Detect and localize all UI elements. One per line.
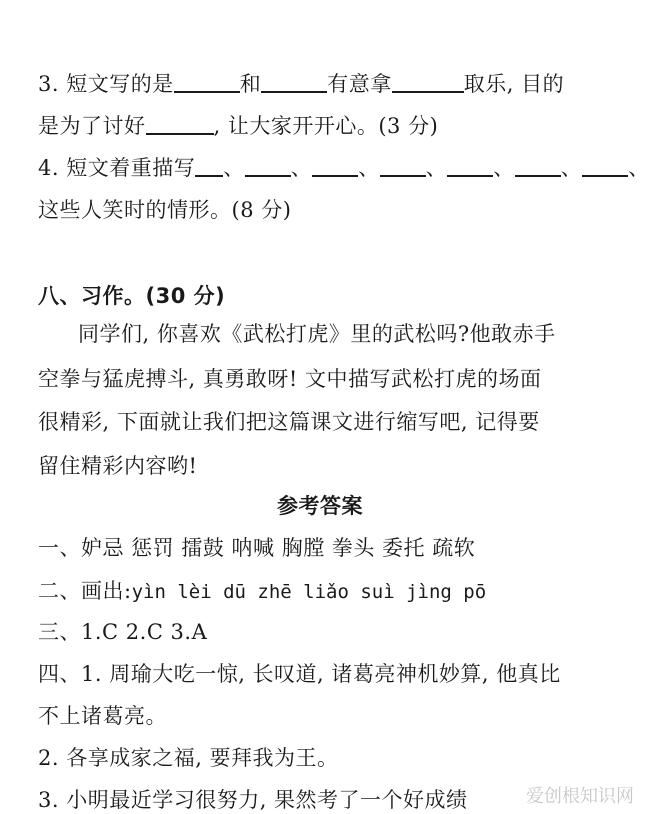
answer-blank: [146, 113, 214, 135]
q3-text-3: 有意拿: [327, 72, 392, 96]
answer-2-pinyin: yìn lèi dū zhē liǎo suì jìng pō: [131, 581, 487, 603]
answer-blank: [447, 155, 493, 177]
answer-blank: [515, 155, 561, 177]
question-3-line-2: [38, 112, 438, 140]
q4-sep: 、: [493, 156, 515, 180]
q3-text-6: , 让大家开开心。(3 分): [213, 114, 439, 138]
question-3-line-1: [38, 70, 564, 98]
question-4-line-2: 这些人笑时的情形。(8 分): [38, 198, 292, 222]
answer-blank: [380, 155, 426, 177]
q4-sep: 、: [223, 156, 245, 180]
answer-3: 三、1.C 2.C 3.A: [38, 620, 208, 644]
q3-text-2: 和: [239, 72, 262, 96]
answer-2: [38, 577, 486, 606]
answer-4-3: 3. 小明最近学习很努力, 果然考了一个好成绩: [38, 788, 468, 812]
q4-sep: 、: [425, 156, 448, 180]
q4-sep: 、: [358, 156, 380, 180]
answer-4-line-2: 不上诸葛亮。: [38, 704, 167, 728]
q4-sep: 、: [628, 156, 650, 180]
q3-text-4: 取乐, 目的: [463, 72, 565, 96]
answer-blank: [392, 71, 464, 93]
q4-sep: 、: [560, 156, 583, 180]
q4-text-1: 4. 短文着重描写: [38, 156, 196, 180]
answer-4-line-1: 四、1. 周瑜大吃一惊, 长叹道, 诸葛亮神机妙算, 他真比: [38, 662, 561, 686]
answer-blank: [245, 155, 291, 177]
q3-text-1: 3. 短文写的是: [38, 72, 174, 96]
answer-blank: [174, 71, 240, 93]
question-4-line-1: [38, 154, 650, 182]
answer-blank: [261, 71, 327, 93]
section-8-paragraph-line-1: 同学们, 你喜欢《武松打虎》里的武松吗?他敢赤手: [78, 322, 556, 346]
q3-text-5: 是为了讨好: [38, 114, 146, 138]
answer-blank: [582, 155, 628, 177]
q4-sep: 、: [290, 156, 313, 180]
section-8-heading: 八、习作。(30 分): [38, 284, 226, 308]
answers-title: 参考答案: [277, 494, 363, 518]
answer-blank: [195, 155, 223, 177]
section-8-paragraph-line-4: 留住精彩内容哟!: [38, 454, 198, 478]
answer-2-label: 二、画出:: [38, 579, 132, 603]
answer-1: 一、妒忌 惩罚 擂鼓 呐喊 胸膛 拳头 委托 疏软: [38, 536, 476, 560]
answer-4-2: 2. 各享成家之福, 要拜我为王。: [38, 746, 339, 770]
answer-blank: [312, 155, 358, 177]
watermark-text: 爱创根知识网: [526, 786, 634, 807]
section-8-paragraph-line-2: 空拳与猛虎搏斗, 真勇敢呀! 文中描写武松打虎的场面: [38, 367, 542, 391]
section-8-paragraph-line-3: 很精彩, 下面就让我们把这篇课文进行缩写吧, 记得要: [38, 410, 540, 434]
